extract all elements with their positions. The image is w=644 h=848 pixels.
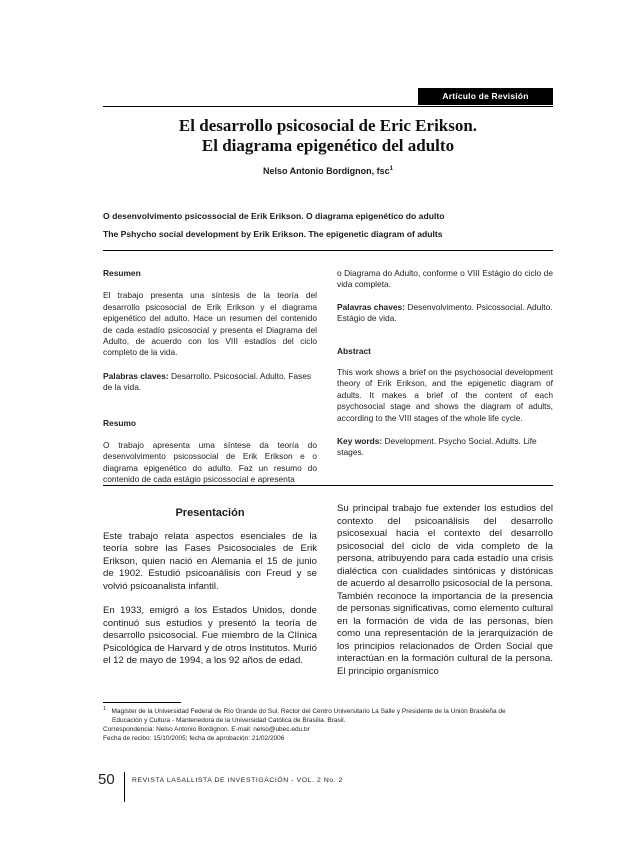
author-name: Nelso Antonio Bordignon, fsc bbox=[262, 166, 390, 176]
journal-name: REVISTA LASALLISTA DE INVESTIGACIÓN - VOL. 2 No. 2 bbox=[132, 777, 344, 784]
abstract-bottom-rule bbox=[103, 485, 553, 486]
body-left-column bbox=[103, 507, 317, 668]
author-footnote-mark: 1 bbox=[389, 166, 393, 172]
top-divider bbox=[103, 106, 553, 107]
section-tag: Artículo de Revisión bbox=[418, 88, 553, 105]
resumen-keywords bbox=[103, 371, 317, 394]
footer-divider bbox=[124, 772, 125, 802]
abstract-keywords-values: Development. Psycho Social. Adults. Life stages. bbox=[337, 436, 537, 458]
resumen-keywords-label: Palabras claves: bbox=[103, 370, 169, 381]
section-heading: Presentación bbox=[175, 507, 245, 519]
resumo-keywords bbox=[337, 302, 553, 325]
body-paragraph: En 1933, emigró a los Estados Unidos, donde continuó sus estudios y presentó la teoría de desarrollo psicosocial. Fue miembro de la Clínica Psicológica de Harvard y de otros Institutos. Murió el 12 de mayo de 1994, a los 92 años de edad. bbox=[103, 605, 317, 666]
abstract-keywords bbox=[337, 436, 553, 459]
page-number: 50 bbox=[98, 771, 115, 788]
footnote-line-2: Educación y Cultura - Mantenedora de la Universidad Católica de Brasilia. Brasil. bbox=[112, 717, 346, 725]
title-line-2: El diagrama epigenético del adulto bbox=[201, 136, 455, 155]
resumen-text: El trabajo presenta una síntesis de la teoría del desarrollo psicosocial de Erik Erikson y el diagrama epigenético del adulto. Hace un resumen del contenido de cada estadío psicosocial y presenta el Diagrama del Adulto, de acuerdo con los VIII estadíos del ciclo completo de la vida. bbox=[103, 290, 317, 358]
footnote-rule bbox=[103, 702, 181, 703]
footnote-correspondence: Correspondencia: Nelso Antonio Bordignon. E-mail: nelso@ubec.edu.br bbox=[103, 726, 310, 734]
footnote-line-1: Magíster de la Universidad Federal de Río Grande do Sul. Rector del Centro Universitario La Salle y Presidente de la Unión Brasileña de bbox=[111, 708, 506, 716]
resumo-heading: Resumo bbox=[103, 417, 137, 428]
author bbox=[103, 166, 553, 176]
footnote-affiliation bbox=[103, 705, 553, 716]
footnote-dates: Fecha de recibo: 15/10/2005; fecha de aprobación: 21/02/2006 bbox=[103, 735, 285, 743]
portuguese-title: O desenvolvimento psicossocial de Erik Erikson. O diagrama epigenético do adulto bbox=[103, 211, 445, 221]
abstract-left-column bbox=[103, 268, 317, 486]
body-right-column bbox=[337, 503, 553, 678]
abstract-heading: Abstract bbox=[337, 345, 371, 356]
body-paragraph: Este trabajo relata aspectos esenciales de la teoría sobre las Fases Psicosociales de Erik Erikson, quien nació en Alemania el 15 de junio de 1902. Estudió psicoanálisis con Freud y se volvió psicoanalista infantil. bbox=[103, 530, 317, 592]
resumen-heading: Resumen bbox=[103, 268, 141, 278]
title-line-1: El desarrollo psicosocial de Eric Erikson. bbox=[178, 116, 478, 135]
resumo-text: O trabajo apresenta uma síntese da teoría do desenvolvimento psicossocial de Erik Erikson e o diagrama epigenético do adulto. Faz un resumo do contenido de cada estágio psicossocial e apresenta bbox=[103, 440, 317, 485]
abstract-text: This work shows a brief on the psychosocial development theory of Erik Erikson, and the epigenetic diagram of adults. It makes a brief of the content of each psychosocial stage and shows the diagram of adults, according to the VIII stages of the whole life cycle. bbox=[337, 367, 553, 423]
abstract-keywords-label: Key words: bbox=[337, 436, 383, 447]
abstract-top-rule bbox=[103, 250, 553, 251]
resumen-keywords-values: Desarrollo. Psicosocial. Adulto. Fases de la vida. bbox=[103, 370, 312, 393]
body-paragraph: Su principal trabajo fue extender los estudios del contexto del psicoanálisis del desarrollo psicosexual hacia el contexto del desarrollo psicosocial del ciclo de vida completo de la persona, atribuyendo para cada estadío una crisis dialéctica con cualidades sintónicas y distónicas de acuerdo al desarrollo psicosocial de la persona. También reconoce la importancia de la presencia de personas significativas, como elemento cultural en la formación de vida de las personas, bien como una representación de la jerarquización de los principios relacionados de Orden Social que interactúan en la formación cultural de la persona. El principio organísmico bbox=[337, 503, 553, 677]
footnotes bbox=[103, 705, 553, 743]
resumo-keywords-values: Desenvolvimento. Psicossocial. Adulto. Estágio de vida. bbox=[337, 301, 553, 324]
footnote-mark: 1 bbox=[103, 706, 107, 712]
resumo-keywords-label: Palavras chaves: bbox=[337, 301, 405, 312]
english-title: The Pshycho social development by Erik Erikson. The epigenetic diagram of adults bbox=[103, 229, 443, 239]
abstract-right-column bbox=[337, 268, 553, 459]
resumo-continued: o Diagrama do Adulto, conforme o VIII Estágio do ciclo de vida completa. bbox=[337, 268, 553, 290]
